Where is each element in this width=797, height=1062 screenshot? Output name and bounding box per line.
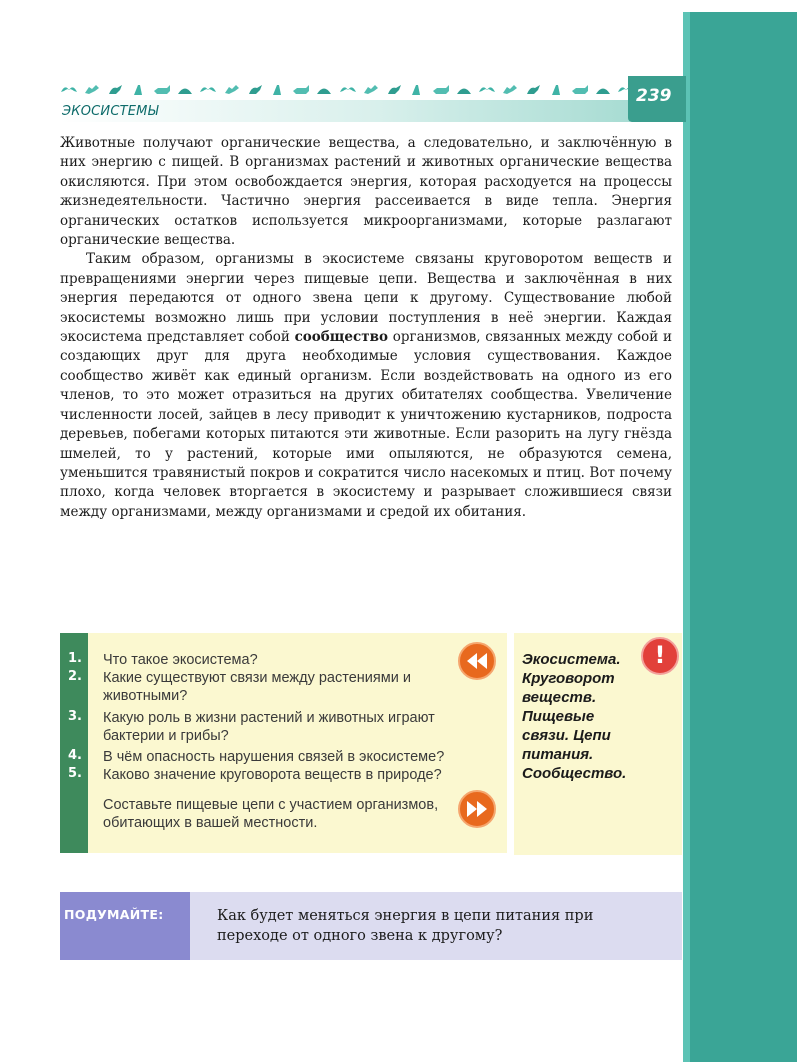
- term-soobshchestvo: сообщество: [294, 329, 388, 346]
- task-text: Составьте пищевые цепи с участием организмов, обитающих в вашей местности.: [103, 797, 439, 831]
- animal-silhouette-icon: [594, 82, 612, 96]
- animal-silhouette-icon: [246, 82, 264, 96]
- question-text: Какие существуют связи между растениями и животными?: [103, 670, 411, 704]
- animal-silhouette-icon: [362, 82, 380, 96]
- animal-silhouette-icon: [176, 82, 194, 96]
- animal-silhouette-icon: [478, 82, 496, 96]
- paragraph-2-part-2: организмов, связанных между собой и создающих друг для друга необходимые условия существования. Каждое сообщество живёт как единый организм. Если воздействовать на одного из его членов, то это может отразиться на других обитателях сообщества. Увеличение численности лосей, зайцев в лесу приводит к уничтожению кустарников, подроста деревьев, побегами которых питаются эти животные. Если разорить на лугу гнёзда шмелей, то у растений, которые ими опыляются, не образуются семена, уменьшится травянистый покров и сократится число насекомых и птиц. Вот почему плохо, когда человек вторгается в экосистему и разрывает сложившиеся связи между организмами, между организмами и средой их обитания.: [60, 329, 672, 520]
- question-number: 4.: [68, 748, 82, 763]
- animal-silhouette-icon: [223, 82, 241, 96]
- question-text: В чём опасность нарушения связей в экосистеме?: [103, 749, 445, 765]
- animal-silhouette-icon: [408, 82, 426, 96]
- animal-decoration-row: [60, 76, 682, 102]
- animal-silhouette-icon: [548, 82, 566, 96]
- animal-silhouette-icon: [385, 82, 403, 96]
- animal-silhouette-icon: [60, 82, 78, 96]
- question-text: Каково значение круговорота веществ в природе?: [103, 767, 442, 783]
- questions-number-bar: [60, 633, 88, 853]
- section-title: ЭКОСИСТЕМЫ: [62, 104, 159, 119]
- animal-silhouette-icon: [571, 82, 589, 96]
- question-number: 1.: [68, 651, 82, 666]
- rewind-icon: [458, 642, 496, 680]
- animal-silhouette-icon: [199, 82, 217, 96]
- animal-silhouette-icon: [432, 82, 450, 96]
- think-label: ПОДУМАЙТЕ:: [64, 907, 164, 922]
- animal-silhouette-icon: [339, 82, 357, 96]
- question-number: 3.: [68, 709, 82, 724]
- question-number: 5.: [68, 766, 82, 781]
- animal-silhouette-icon: [130, 82, 148, 96]
- animal-silhouette-icon: [153, 82, 171, 96]
- question-text: Что такое экосистема?: [103, 652, 258, 668]
- animal-silhouette-icon: [501, 82, 519, 96]
- paragraph-1: Животные получают органические вещества, а следовательно, и заключённую в них энергию с пищей. В организмах растений и животных органические вещества окисляются. При этом освобождается энергия, которая расходуется на процессы жизнедеятельности. Частично энергия рассеивается в виде тепла. Энергия органических остатков используется микроорганизмами, которые разлагают органические вещества.: [60, 135, 672, 249]
- exclamation-icon: !: [641, 637, 679, 675]
- animal-silhouette-icon: [292, 82, 310, 96]
- animal-silhouette-icon: [83, 82, 101, 96]
- think-question: Как будет меняться энергия в цепи питания при переходе от одного звена к другому?: [217, 908, 594, 944]
- paragraph-2: [60, 250, 672, 522]
- question-number: 2.: [68, 669, 82, 684]
- fast-forward-icon: [458, 790, 496, 828]
- animal-silhouette-icon: [524, 82, 542, 96]
- animal-silhouette-icon: [269, 82, 287, 96]
- animal-silhouette-icon: [455, 82, 473, 96]
- animal-silhouette-icon: [106, 82, 124, 96]
- page-number: 239: [636, 86, 672, 106]
- main-text: [60, 134, 672, 522]
- question-text: Какую роль в жизни растений и животных играют бактерии и грибы?: [103, 710, 435, 744]
- animal-silhouette-icon: [315, 82, 333, 96]
- keywords-text: Экосистема. Круговорот веществ. Пищевые связи. Цепи питания. Сообщество.: [522, 651, 627, 782]
- page-edge-strip: [683, 12, 797, 1062]
- paragraph-2-part-1: Таким образом, организмы в экосистеме связаны круговоротом веществ и превращениями энергии через пищевые цепи. Вещества и заключённая в них энергия передаются от одного звена цепи к другому. Существование любой экосистемы возможно лишь при условии поступления в неё энергии. Каждая экосистема представляет собой: [60, 251, 672, 346]
- think-label-background: [60, 892, 190, 960]
- page-edge-highlight: [683, 12, 690, 1062]
